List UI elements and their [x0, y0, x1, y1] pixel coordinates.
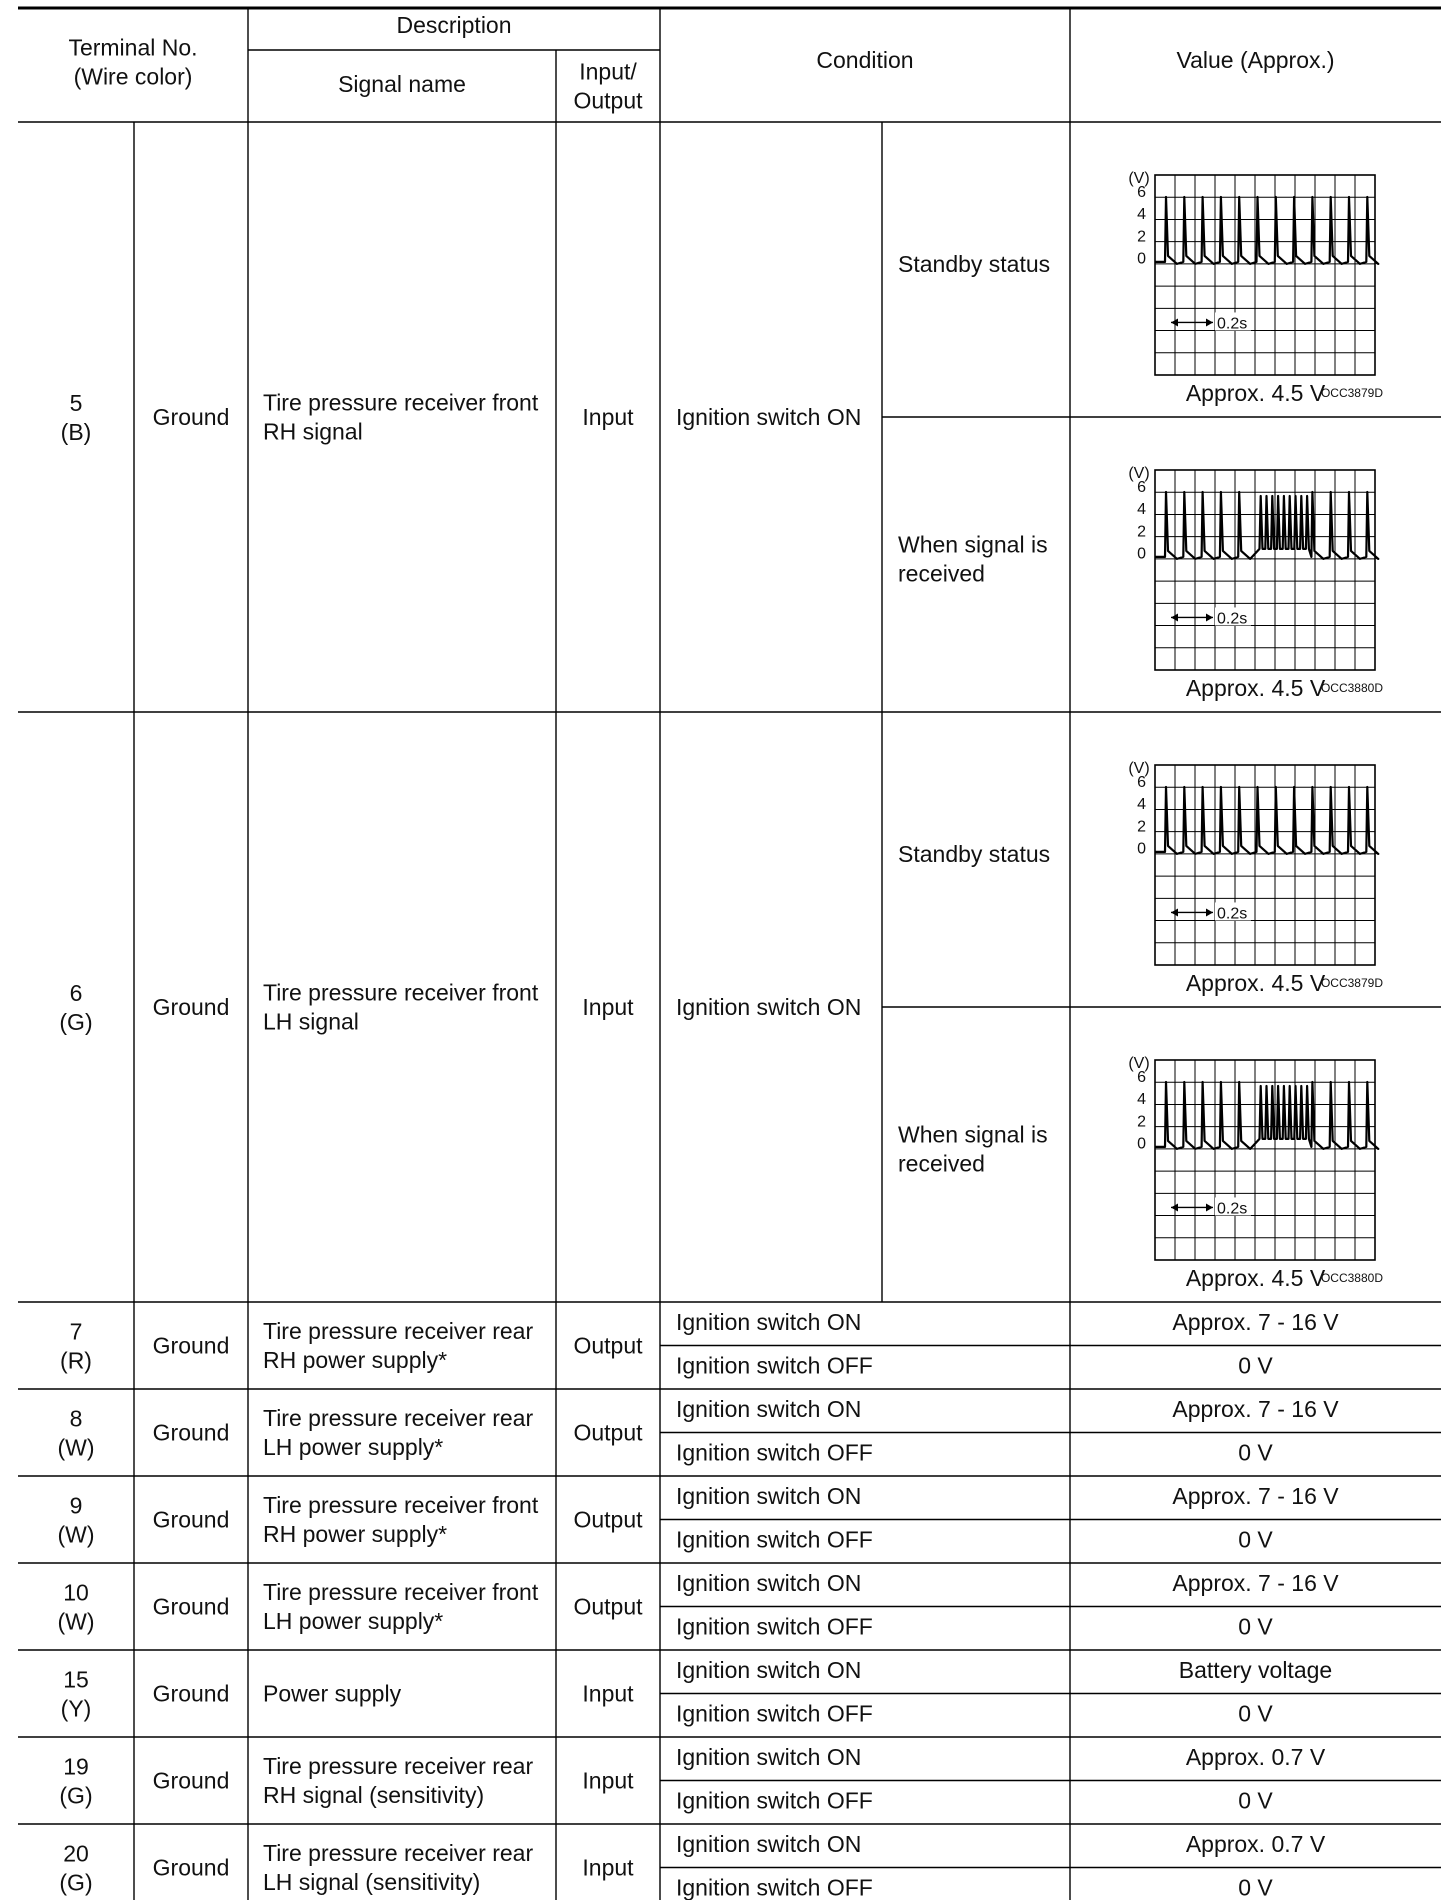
wire-color: (Y) — [60, 1695, 92, 1722]
waveform-scope — [1128, 1055, 1383, 1285]
wire-color: (W) — [57, 1608, 95, 1635]
value-label: Approx. 7 - 16 V — [1172, 1308, 1339, 1335]
table-row — [1128, 170, 1383, 695]
io-label: Input — [582, 1680, 634, 1707]
ground-label: Ground — [152, 1593, 230, 1620]
scope-tick-label: 2 — [1137, 1113, 1146, 1131]
scope-unit-label: (V) — [1128, 1055, 1150, 1072]
scope-tick-label: 4 — [1137, 1091, 1146, 1109]
signal-name: RH power supply* — [263, 1521, 448, 1547]
table-row — [1128, 760, 1383, 1285]
signal-name: LH signal (sensitivity) — [263, 1869, 481, 1895]
value-label: 0 V — [1238, 1613, 1273, 1640]
waveform-trace — [1155, 1082, 1378, 1149]
scope-unit-label: (V) — [1128, 170, 1150, 187]
wire-color: (B) — [60, 419, 92, 445]
scope-tick-label: 6 — [1137, 1069, 1146, 1086]
scope-time-label: 0.2s — [1217, 905, 1248, 923]
value-label: Battery voltage — [1178, 1656, 1333, 1683]
signal-name: RH signal (sensitivity) — [263, 1782, 485, 1808]
condition-label: Ignition switch OFF — [676, 1787, 873, 1814]
scope-time-label: 0.2s — [1217, 610, 1248, 628]
value-label: Approx. 4.5 V — [1185, 675, 1326, 701]
signal-name: Tire pressure receiver rear — [263, 1753, 534, 1779]
scope-tick-label: 0 — [1137, 1135, 1146, 1153]
ground-label: Ground — [152, 1419, 230, 1446]
signal-name: Tire pressure receiver front — [263, 389, 539, 416]
ground-label: Ground — [152, 1506, 230, 1533]
value-label: Approx. 4.5 V — [1185, 970, 1326, 996]
terminal-number: 15 — [63, 1666, 89, 1693]
header-io: Output — [573, 87, 643, 114]
terminal-number: 8 — [69, 1405, 83, 1432]
figure-code: OCC3879D — [1320, 386, 1383, 400]
header-terminal: (Wire color) — [73, 63, 193, 90]
signal-name: LH power supply* — [263, 1608, 444, 1634]
signal-name: Tire pressure receiver rear — [263, 1405, 534, 1431]
waveform-scope — [1128, 465, 1383, 695]
ground-label: Ground — [152, 1854, 230, 1881]
value-label: 0 V — [1238, 1352, 1273, 1379]
header-io: Input/ — [579, 58, 637, 85]
scope-tick-label: 4 — [1137, 501, 1146, 519]
condition-label: Ignition switch OFF — [676, 1613, 873, 1640]
header-condition: Condition — [816, 47, 914, 73]
figure-code: OCC3879D — [1320, 976, 1383, 990]
scope-tick-label: 0 — [1137, 840, 1146, 858]
condition-label: Ignition switch ON — [676, 1743, 862, 1770]
value-label: Approx. 0.7 V — [1185, 1743, 1326, 1770]
waveform-scope — [1128, 170, 1383, 400]
condition-label: Ignition switch OFF — [676, 1526, 873, 1553]
ground-label: Ground — [152, 1680, 230, 1707]
signal-name: Tire pressure receiver front — [263, 979, 539, 1006]
header-terminal: Terminal No. — [68, 34, 198, 61]
terminal-number: 19 — [63, 1753, 89, 1780]
header-value: Value (Approx.) — [1176, 47, 1335, 73]
status-label: Standby status — [898, 251, 1051, 277]
ground-label: Ground — [152, 404, 230, 430]
scope-tick-label: 2 — [1137, 228, 1146, 246]
condition-label: Ignition switch ON — [676, 1395, 862, 1422]
io-label: Input — [582, 994, 634, 1020]
terminal-number: 7 — [69, 1318, 83, 1345]
scope-tick-label: 0 — [1137, 250, 1146, 268]
value-label: 0 V — [1238, 1874, 1273, 1900]
terminal-number: 5 — [69, 390, 83, 416]
status-label: received — [898, 560, 985, 587]
status-label: Standby status — [898, 841, 1051, 867]
scope-tick-label: 2 — [1137, 523, 1146, 541]
value-label: Approx. 7 - 16 V — [1172, 1395, 1339, 1422]
value-label: Approx. 4.5 V — [1185, 380, 1326, 406]
signal-name: Tire pressure receiver front — [263, 1492, 539, 1518]
signal-name: RH signal — [263, 418, 363, 445]
wire-color: (G) — [59, 1009, 93, 1035]
value-label: 0 V — [1238, 1700, 1273, 1727]
scope-tick-label: 0 — [1137, 545, 1146, 563]
scope-tick-label: 6 — [1137, 479, 1146, 496]
condition-label: Ignition switch OFF — [676, 1439, 873, 1466]
header-signal-name: Signal name — [338, 71, 466, 97]
signal-name: LH signal — [263, 1008, 359, 1035]
wire-color: (G) — [59, 1782, 93, 1809]
scope-time-label: 0.2s — [1217, 315, 1248, 333]
wire-color: (W) — [57, 1521, 95, 1548]
scope-time-label: 0.2s — [1217, 1200, 1248, 1218]
wire-color: (G) — [59, 1869, 93, 1896]
status-label: received — [898, 1150, 985, 1177]
condition-label: Ignition switch ON — [676, 994, 862, 1020]
scope-unit-label: (V) — [1128, 760, 1150, 777]
condition-label: Ignition switch ON — [676, 404, 862, 430]
ground-label: Ground — [152, 1332, 230, 1359]
signal-name: LH power supply* — [263, 1434, 444, 1460]
scope-tick-label: 2 — [1137, 818, 1146, 836]
scope-unit-label: (V) — [1128, 465, 1150, 482]
waveform-trace — [1155, 492, 1378, 559]
terminal-number: 10 — [63, 1579, 89, 1606]
io-label: Output — [573, 1332, 643, 1359]
scope-tick-label: 6 — [1137, 774, 1146, 791]
status-label: When signal is — [898, 531, 1048, 558]
scope-tick-label: 4 — [1137, 206, 1146, 224]
figure-code: OCC3880D — [1320, 1271, 1383, 1285]
signal-name: Tire pressure receiver front — [263, 1579, 539, 1605]
figure-code: OCC3880D — [1320, 681, 1383, 695]
io-label: Input — [582, 404, 634, 430]
value-label: 0 V — [1238, 1787, 1273, 1814]
io-label: Output — [573, 1593, 643, 1620]
io-label: Input — [582, 1854, 634, 1881]
io-label: Output — [573, 1506, 643, 1533]
ground-label: Ground — [152, 994, 230, 1020]
terminal-number: 9 — [69, 1492, 83, 1519]
scope-tick-label: 6 — [1137, 184, 1146, 201]
terminal-number: 20 — [63, 1840, 89, 1867]
header-description: Description — [396, 12, 512, 38]
waveform-trace — [1155, 787, 1378, 854]
waveform-trace — [1155, 197, 1378, 264]
condition-label: Ignition switch OFF — [676, 1700, 873, 1727]
io-label: Output — [573, 1419, 643, 1446]
condition-label: Ignition switch ON — [676, 1482, 862, 1509]
ground-label: Ground — [152, 1767, 230, 1794]
terminal-number: 6 — [69, 980, 83, 1006]
signal-name: Power supply — [263, 1680, 402, 1707]
waveform-scope — [1128, 760, 1383, 990]
status-label: When signal is — [898, 1121, 1048, 1148]
signal-name: RH power supply* — [263, 1347, 448, 1373]
condition-label: Ignition switch OFF — [676, 1352, 873, 1379]
condition-label: Ignition switch ON — [676, 1656, 862, 1683]
signal-name: Tire pressure receiver rear — [263, 1318, 534, 1344]
io-label: Input — [582, 1767, 634, 1794]
value-label: 0 V — [1238, 1526, 1273, 1553]
condition-label: Ignition switch ON — [676, 1569, 862, 1596]
condition-label: Ignition switch ON — [676, 1308, 862, 1335]
wire-color: (W) — [57, 1434, 95, 1461]
value-label: Approx. 7 - 16 V — [1172, 1482, 1339, 1509]
value-label: Approx. 0.7 V — [1185, 1830, 1326, 1857]
value-label: 0 V — [1238, 1439, 1273, 1466]
signal-name: Tire pressure receiver rear — [263, 1840, 534, 1866]
condition-label: Ignition switch ON — [676, 1830, 862, 1857]
wire-color: (R) — [60, 1347, 92, 1374]
value-label: Approx. 4.5 V — [1185, 1265, 1326, 1291]
value-label: Approx. 7 - 16 V — [1172, 1569, 1339, 1596]
scope-tick-label: 4 — [1137, 796, 1146, 814]
condition-label: Ignition switch OFF — [676, 1874, 873, 1900]
